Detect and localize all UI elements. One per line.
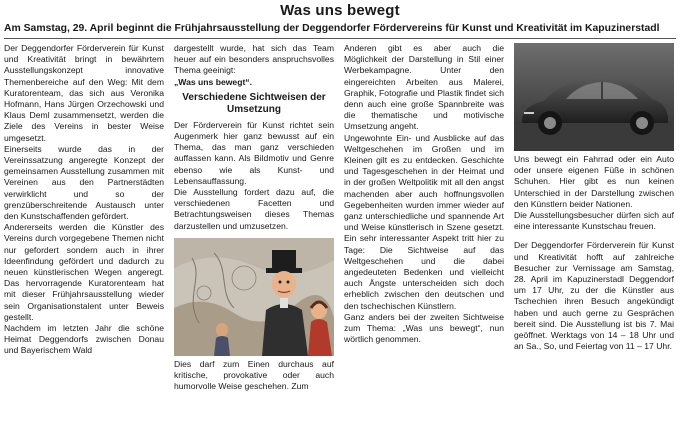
column-4 xyxy=(514,43,674,352)
paragraph: Einerseits wurde das in der Vereinssatzung angeregte Konzept der gemeinsamen Ausstellung zusammen mit Vereinen aus den Partnerstädten verwirklicht und so der grenzüberschreitende Austausch unter den Kunstschaffenden gefördert. xyxy=(4,143,164,222)
car-image xyxy=(514,43,674,151)
car-caption: Uns bewegt ein Fahrrad oder ein Auto oder unsere eigenen Füße in schönen Schuhen. Hier gibt es nun keinen Unterschied in der Darstellung zwischen den Künstlern beider Nationen. xyxy=(514,154,674,209)
paragraph: Der Deggendorfer Förderverein für Kunst und Kreativität hofft auf zahlreiche Besucher zur Vernissage am Samstag, 28. April im Kapuzinerstadl Deggendorf um 17 Uhr, zu der die Künstler aus Tschechien ihren Besuch angekündigt haben und auch gerne zu Gesprächen bereit sind. Die Ausstellung ist bis 7. Mai geöffnet. Werktags von 14 – 18 Uhr und an Sa., So, und Feiertag von 11 – 17 Uhr. xyxy=(514,240,674,352)
paragraph: Nachdem im letzten Jahr die schöne Heimat Deggendorfs zwischen Donau und Bayerischem Wald xyxy=(4,323,164,356)
column-3 xyxy=(344,43,504,431)
paragraph: Andererseits werden die Künstler des Vereins durch vorgegebene Themen nicht nur gefordert sondern auch in ihrer Ideenfindung gefördert und dadurch zu neuen künstlerischen Wegen angeregt. Das hervorragende Kuratorenteam hat mit dieser Frühjahrsausstellung wieder sein Organisationstalent unter Beweis gestellt. xyxy=(4,222,164,322)
paragraph: Die Ausstellungsbesucher dürfen sich auf eine interessante Kunstschau freuen. xyxy=(514,210,674,232)
painting-caption: Dies darf zum Einen durchaus auf kritische, provokative oder auch humorvolle Weise geschehen. Zum xyxy=(174,358,334,392)
column-2 xyxy=(174,43,334,392)
column-1 xyxy=(4,43,164,431)
title-divider xyxy=(4,38,676,39)
article-subtitle: Am Samstag, 29. April beginnt die Frühjahrsausstellung der Deggendorfer Fördervereins für Kunst und Kreativität im Kapuzinerstadl xyxy=(4,23,660,34)
painting-image xyxy=(174,238,334,356)
theme-quote: „Was uns bewegt“. xyxy=(174,76,252,87)
paragraph: Ganz anders bei der zweiten Sichtweise zum Thema: „Was uns bewegt“, nun wörtlich genommen. xyxy=(344,311,504,345)
section-subheading: Verschiedene Sichtweisen der Umsetzung xyxy=(182,91,326,115)
paragraph: Die Ausstellung fordert dazu auf, die verschiedenen Facetten und Betrachtungsweisen dieses Themas darzustellen und umzusetzen. xyxy=(174,187,334,231)
paragraph: Anderen gibt es aber auch die Möglichkeit der Darstellung in Stil einer Werbekampagne. Unter den eingereichten Arbeiten aus Malerei, Graphik, Fotografie und Plastik findet sich denn auch eine große Spannbreite was die thematische und motivische Umsetzung angeht. xyxy=(344,43,504,132)
paragraph: Der Deggendorfer Förderverein für Kunst und Kreativität bringt in bewährtem Ausstellungskonzept innovative Themenbereiche auf den Weg: Mit dem Kuratorenteam, das sich aus Veronika Hofmann, Hans Jürgen Orzechowski und Klaus Deml zusammensetzt, werden die Ziele des Vereins in bester Weise umgesetzt. xyxy=(4,43,164,143)
paragraph: Ungewohnte Ein- und Ausblicke auf das Weltgeschehen im Großen und im Kleinen gilt es zu entdecken. Geschichte und Tagesgeschehen in der Heimat und in der großen Weltpolitik mit all den angst machenden aber auch hoffnungsvollen Gegebenheiten wurden immer wieder auf ganz unterschiedliche und spannende Art und Weise künstlerisch in Szene gesetzt. Ein sehr interessanter Aspekt tritt hier zu Tage: Die Sichtweise auf das Weltgeschehen und die dabei angedeuteten Bedenken und vielleicht auch Ängste unterscheiden sich doch erheblich zwischen den deutschen und den tschechischen Künstlern. xyxy=(344,132,504,311)
article-title: Was uns bewegt xyxy=(280,2,400,19)
paragraph: dargestellt wurde, hat sich das Team heuer auf ein besonders anspruchsvolles Thema geeinigt: xyxy=(174,43,334,76)
paragraph: Der Förderverein für Kunst richtet sein Augenmerk hier ganz bewusst auf ein Thema, das man ganz verschieden auffassen kann. Als Bildmotiv und Genre ebenso wie als Kunst- und Lebensauffassung. xyxy=(174,119,334,186)
